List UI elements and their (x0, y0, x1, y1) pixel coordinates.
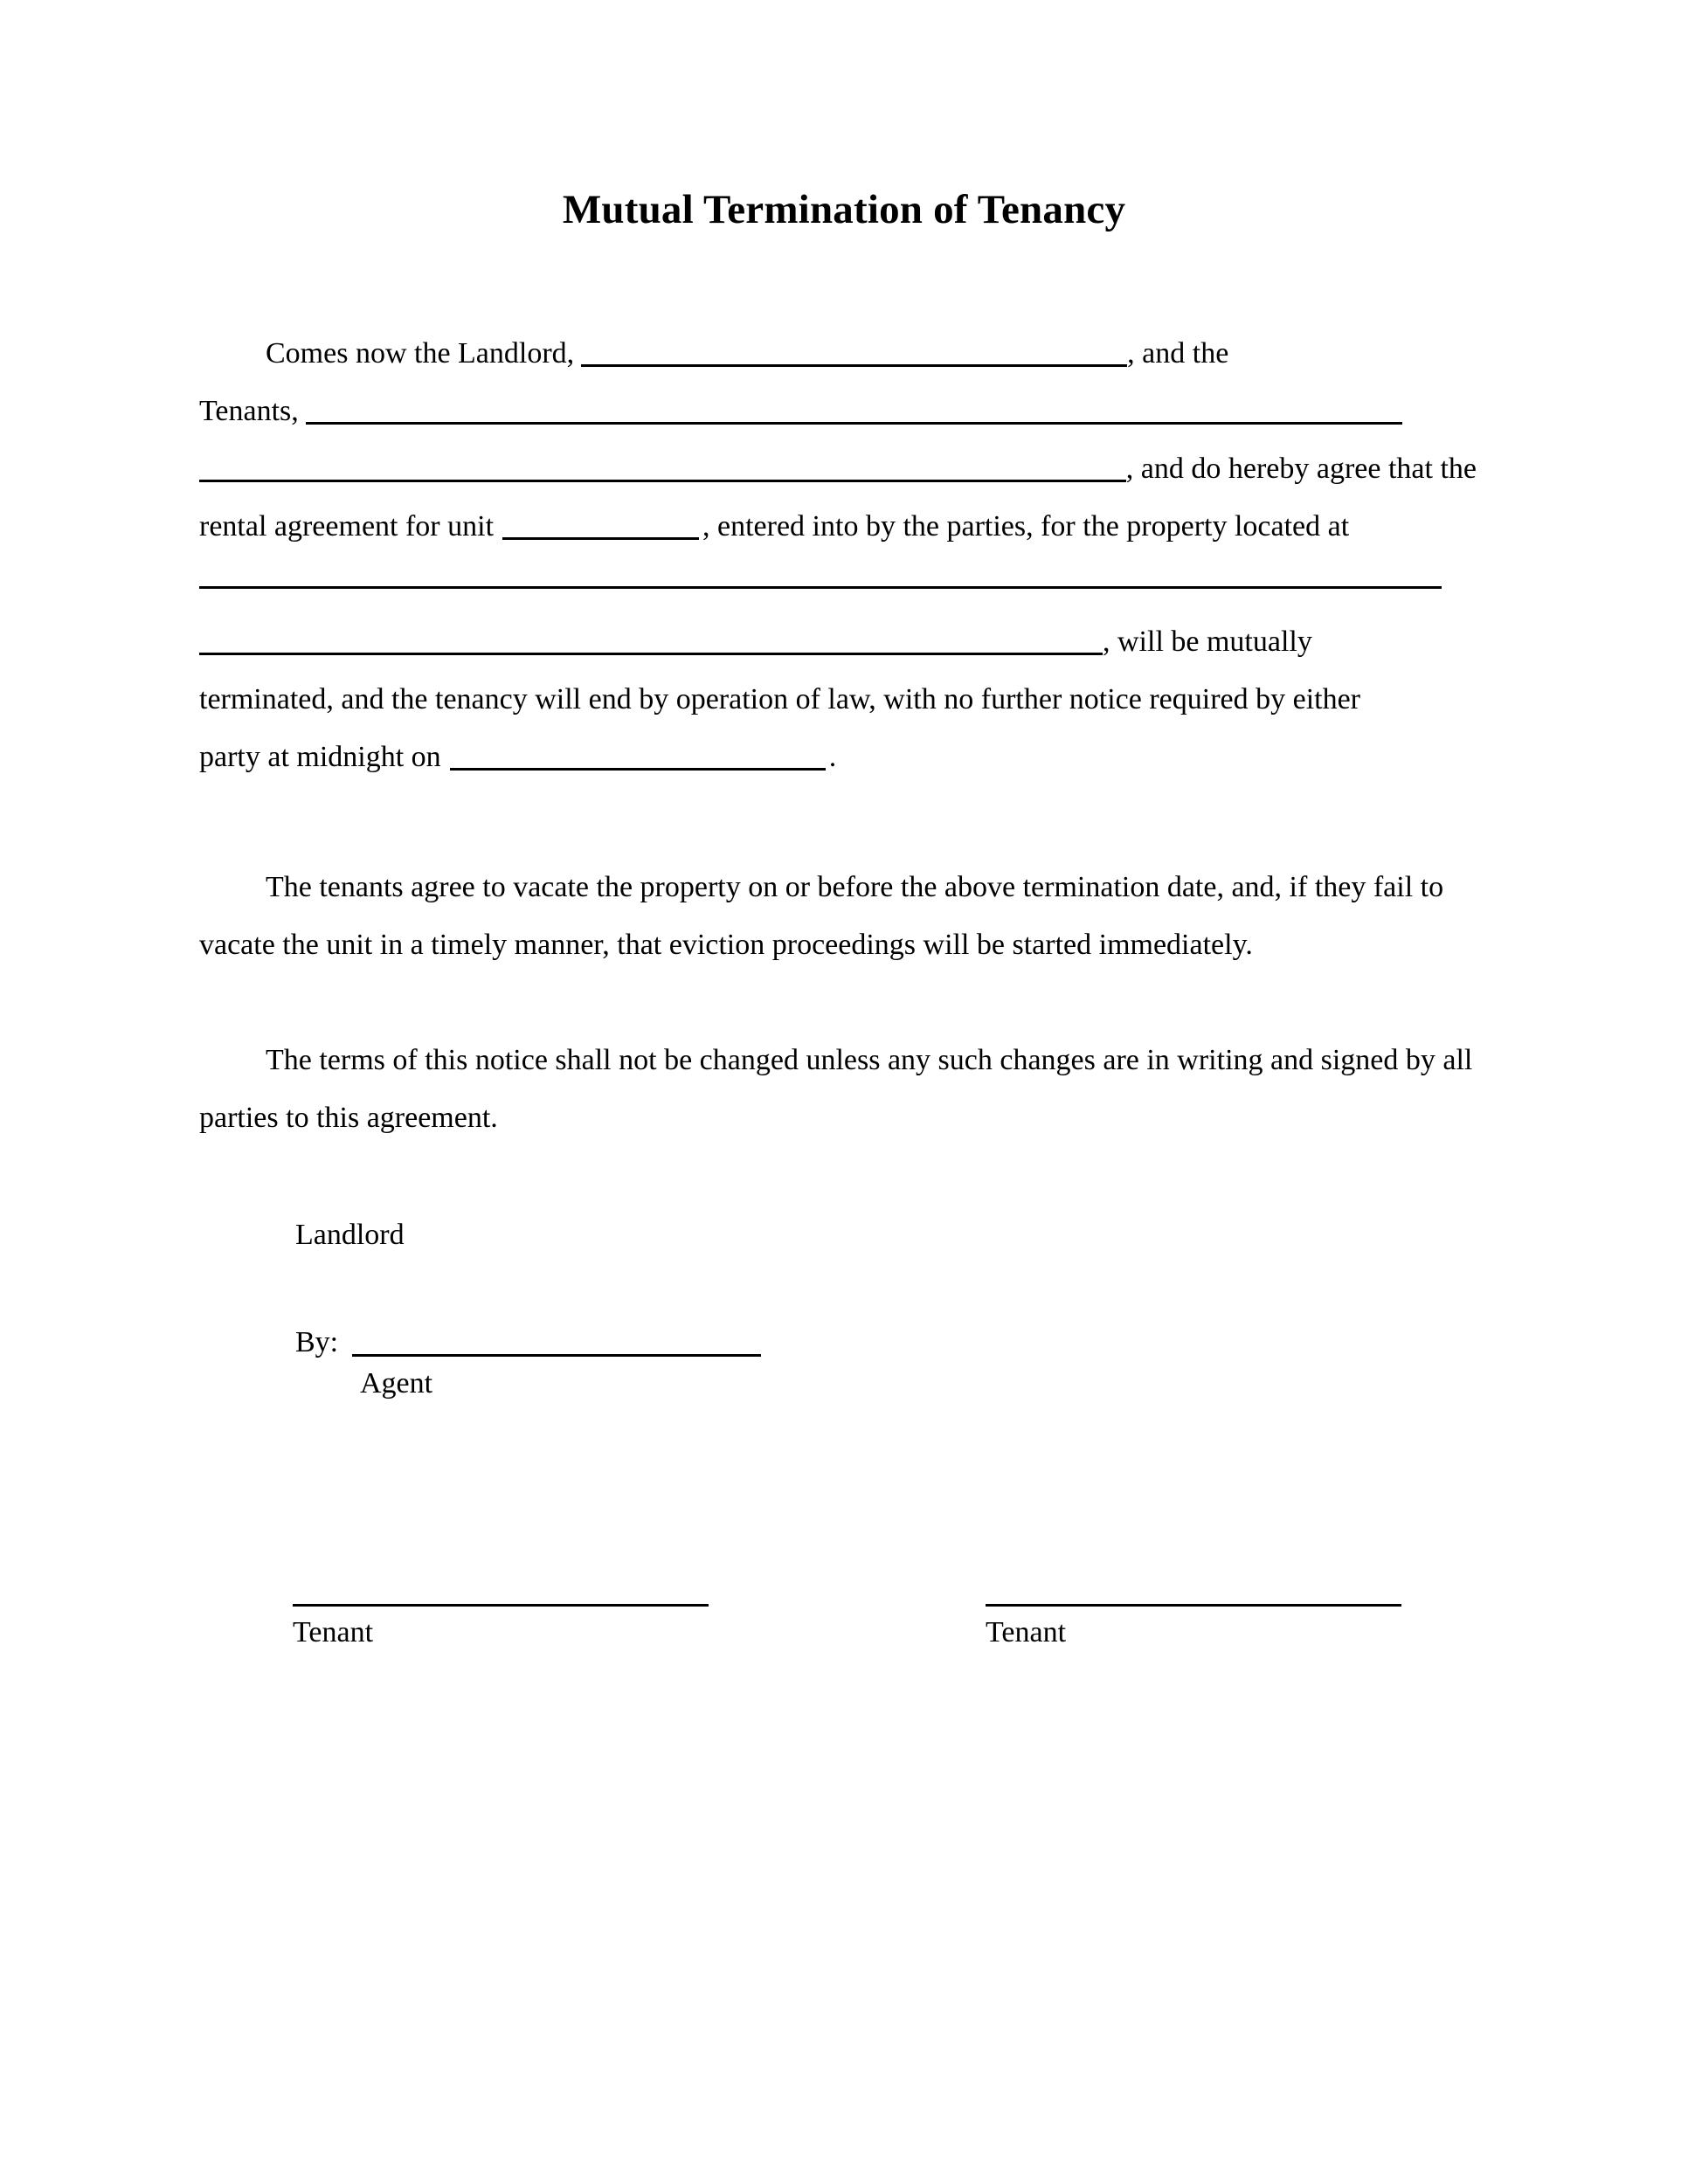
tenants-names-blank-2[interactable] (199, 453, 1126, 482)
body-line-7 (199, 671, 1477, 729)
body-line-4 (199, 498, 1477, 556)
entered-into-text: , entered into by the parties, for the property located at (702, 510, 1350, 543)
body-line-5 (199, 556, 1477, 613)
landlord-signature-row (295, 1321, 761, 1362)
by-label: By: (295, 1326, 339, 1358)
paragraph-terms-text: The terms of this notice shall not be changed unless any such changes are in writing and signed by all parties to this agreement. (199, 1044, 1473, 1134)
page-title: Mutual Termination of Tenancy (562, 187, 1126, 232)
will-be-mutually-text: , will be mutually (1103, 625, 1312, 658)
comes-now-landlord-text: Comes now the Landlord, (266, 337, 575, 370)
body-line-3 (199, 440, 1477, 498)
body-line-1 (199, 325, 1477, 383)
tenant-signature-blank-right[interactable] (986, 1604, 1401, 1607)
body-line-8 (199, 729, 1477, 786)
termination-date-blank[interactable] (450, 742, 826, 771)
paragraph-terms (199, 1032, 1477, 1147)
do-hereby-agree-text: , and do hereby agree that the (1125, 453, 1477, 485)
body-line-2 (199, 383, 1477, 440)
landlord-name-blank[interactable] (581, 338, 1127, 367)
agent-signature-blank[interactable] (352, 1326, 761, 1357)
terminated-operation-of-law-text: terminated, and the tenancy will end by operation of law, with no further notice required by either (199, 683, 1361, 715)
tenant-signature-left (293, 1604, 709, 1652)
unit-number-blank[interactable] (502, 511, 699, 540)
tenant-label-left: Tenant (293, 1616, 374, 1648)
body-line-6 (199, 613, 1477, 671)
and-the-text: , and the (1127, 337, 1229, 370)
rental-agreement-unit-text: rental agreement for unit (199, 510, 495, 543)
landlord-label: Landlord (295, 1219, 405, 1251)
document-body (199, 325, 1477, 786)
tenant-label-right: Tenant (986, 1616, 1067, 1648)
property-address-blank-2[interactable] (199, 626, 1103, 655)
agent-label: Agent (360, 1367, 433, 1400)
tenants-label-text: Tenants, (199, 395, 299, 427)
paragraph-vacate (199, 859, 1477, 974)
tenants-names-blank-1[interactable] (306, 396, 1402, 425)
period-text: . (828, 741, 837, 773)
tenant-signature-blank-left[interactable] (293, 1604, 709, 1607)
tenant-signature-right (986, 1604, 1401, 1652)
party-at-midnight-text: party at midnight on (199, 741, 441, 773)
property-address-blank-1[interactable] (199, 560, 1442, 589)
paragraph-vacate-text: The tenants agree to vacate the property on or before the above termination date, and, if they fail to vacate the unit in a timely manner, that eviction proceedings will be started immediately. (199, 871, 1444, 961)
